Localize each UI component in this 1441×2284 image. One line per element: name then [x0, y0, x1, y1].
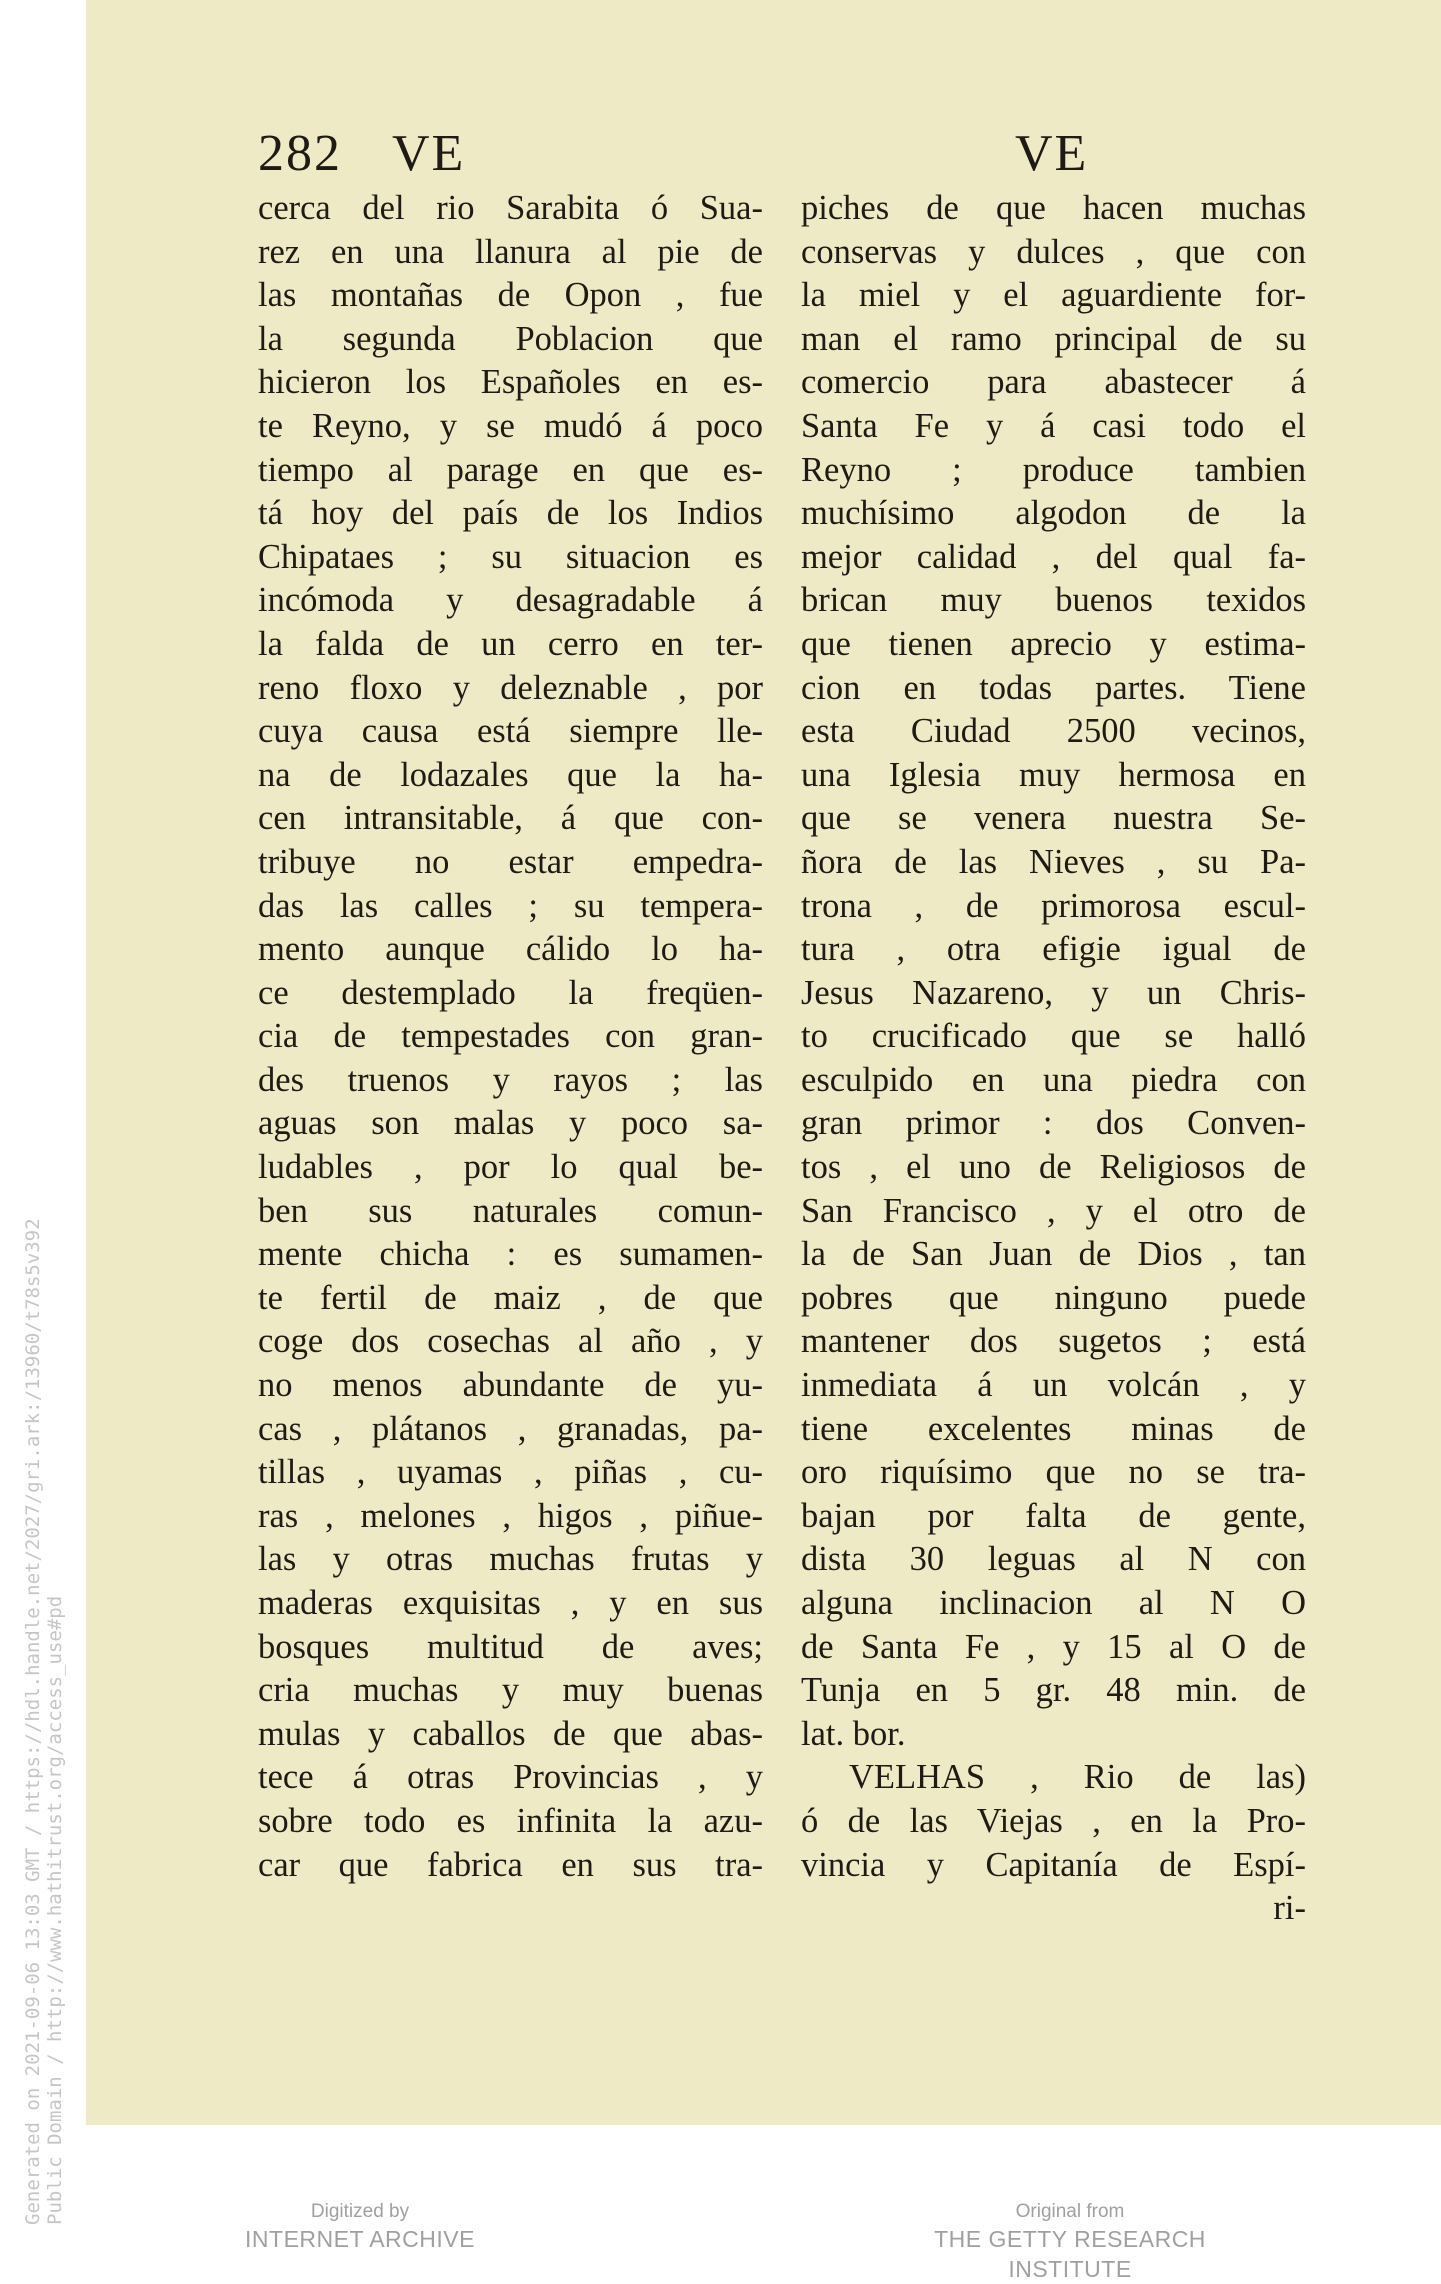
text-line: cuya causa está siempre lle-	[258, 712, 763, 751]
text-line: das las calles ; su tempera-	[258, 886, 763, 925]
text-line: VELHAS , Rio de las)	[849, 1758, 1306, 1797]
footer-original-from	[870, 2200, 1270, 2284]
text-line: alguna inclinacion al N O	[801, 1584, 1306, 1622]
watermark-line-2: Public Domain / http://www.hathitrust.org/access_use#pd	[44, 1595, 66, 2225]
text-column-right	[801, 187, 1306, 1931]
text-line: trona , de primorosa escul-	[801, 886, 1306, 925]
text-line: cion en todas partes. Tiene	[801, 668, 1306, 707]
text-line: cen intransitable, á que con-	[258, 799, 763, 838]
text-line: dista 30 leguas al N con	[801, 1540, 1306, 1579]
text-line: la de San Juan de Dios , tan	[801, 1235, 1306, 1274]
text-line: man el ramo principal de su	[801, 319, 1306, 358]
text-line: coge dos cosechas al año , y	[258, 1322, 763, 1361]
text-line: mento aunque cálido lo ha-	[258, 930, 763, 969]
footer-getty: THE GETTY RESEARCH INSTITUTE	[934, 2226, 1206, 2282]
text-line: Reyno ; produce tambien	[801, 450, 1306, 489]
text-line: cia de tempestades con gran-	[258, 1017, 763, 1056]
text-line: bajan por falta de gente,	[801, 1496, 1306, 1535]
text-line: ben sus naturales comun-	[258, 1191, 763, 1230]
text-line: cria muchas y muy buenas	[258, 1671, 763, 1710]
text-line: comercio para abastecer á	[801, 363, 1306, 402]
text-line: las y otras muchas frutas y	[258, 1540, 763, 1579]
text-line: las montañas de Opon , fue	[258, 276, 763, 315]
text-line: oro riquísimo que no se tra-	[801, 1453, 1306, 1492]
text-line: de Santa Fe , y 15 al O de	[801, 1627, 1306, 1666]
text-line: tribuye no estar empedra-	[258, 842, 763, 881]
text-line: tos , el uno de Religiosos de	[801, 1148, 1306, 1187]
text-line: lat. bor.	[801, 1714, 906, 1753]
text-line: esta Ciudad 2500 vecinos,	[801, 712, 1306, 751]
text-line: ras , melones , higos , piñue-	[258, 1496, 763, 1535]
text-line: mantener dos sugetos ; está	[801, 1322, 1306, 1361]
text-line: Santa Fe y á casi todo el	[801, 406, 1306, 445]
watermark-line-1: Generated on 2021-09-06 13:03 GMT / https://hdl.handle.net/2027/gri.ark:/13960/t78s5v392	[22, 1218, 44, 2225]
footer-digitized-label: Digitized by	[310, 2201, 410, 2222]
running-header-right	[1015, 124, 1088, 183]
text-column-left	[258, 187, 763, 1887]
text-line: hicieron los Españoles en es-	[258, 363, 763, 402]
text-line: la segunda Poblacion que	[258, 319, 763, 358]
text-line: tura , otra efigie igual de	[801, 930, 1306, 969]
footer-original-label: Original from	[1015, 2201, 1125, 2222]
text-line: sobre todo es infinita la azu-	[258, 1801, 763, 1840]
text-line: la miel y el aguardiente for-	[801, 276, 1306, 315]
text-line: ludables , por lo qual be-	[258, 1148, 763, 1187]
text-line: gran primor : dos Conven-	[801, 1104, 1306, 1143]
text-line: mejor calidad , del qual fa-	[801, 537, 1306, 576]
text-line: te Reyno, y se mudó á poco	[258, 406, 763, 445]
text-line: pobres que ninguno puede	[801, 1278, 1306, 1317]
text-line: te fertil de maiz , de que	[258, 1278, 763, 1317]
text-line: cerca del rio Sarabita ó Sua-	[258, 189, 763, 227]
text-line: incómoda y desagradable á	[258, 581, 763, 620]
text-line: conservas y dulces , que con	[801, 232, 1306, 271]
text-line: muchísimo algodon de la	[801, 494, 1306, 533]
text-line: cas , plátanos , granadas, pa-	[258, 1409, 763, 1448]
text-line: rez en una llanura al pie de	[258, 232, 763, 271]
text-line: una Iglesia muy hermosa en	[801, 755, 1306, 794]
text-line: to crucificado que se halló	[801, 1017, 1306, 1056]
running-head-left: VE	[392, 125, 466, 182]
footer-digitized-by	[230, 2200, 490, 2254]
text-line: tillas , uyamas , piñas , cu-	[258, 1453, 763, 1492]
running-header-left	[258, 124, 465, 183]
footer-internet-archive: INTERNET ARCHIVE	[245, 2226, 475, 2252]
text-line: que tienen aprecio y estima-	[801, 624, 1306, 663]
text-line: ri-	[1273, 1889, 1306, 1928]
page-number: 282	[258, 125, 342, 182]
text-line: inmediata á un volcán , y	[801, 1366, 1306, 1405]
running-head-right: VE	[1015, 125, 1089, 182]
text-line: aguas son malas y poco sa-	[258, 1104, 763, 1143]
text-line: tece á otras Provincias , y	[258, 1758, 763, 1797]
text-line: San Francisco , y el otro de	[801, 1191, 1306, 1230]
text-line: ó de las Viejas , en la Pro-	[801, 1801, 1306, 1840]
text-line: mulas y caballos de que abas-	[258, 1714, 763, 1753]
hathitrust-watermark	[22, 1218, 66, 2225]
text-line: vincia y Capitanía de Espí-	[801, 1845, 1306, 1884]
text-line: la falda de un cerro en ter-	[258, 624, 763, 663]
text-line: brican muy buenos texidos	[801, 581, 1306, 620]
text-line: esculpido en una piedra con	[801, 1060, 1306, 1099]
text-line: Chipataes ; su situacion es	[258, 537, 763, 576]
text-line: ñora de las Nieves , su Pa-	[801, 842, 1306, 881]
text-line: Tunja en 5 gr. 48 min. de	[801, 1671, 1306, 1710]
text-line: car que fabrica en sus tra-	[258, 1845, 763, 1884]
text-line: Jesus Nazareno, y un Chris-	[801, 973, 1306, 1012]
text-line: tiene excelentes minas de	[801, 1409, 1306, 1448]
text-line: tá hoy del país de los Indios	[258, 494, 763, 533]
text-line: na de lodazales que la ha-	[258, 755, 763, 794]
text-line: que se venera nuestra Se-	[801, 799, 1306, 838]
text-line: mente chicha : es sumamen-	[258, 1235, 763, 1274]
text-line: piches de que hacen muchas	[801, 189, 1306, 227]
text-line: ce destemplado la freqüen-	[258, 973, 763, 1012]
text-line: bosques multitud de aves;	[258, 1627, 763, 1666]
text-line: reno floxo y deleznable , por	[258, 668, 763, 707]
text-line: tiempo al parage en que es-	[258, 450, 763, 489]
text-line: des truenos y rayos ; las	[258, 1060, 763, 1099]
text-line: maderas exquisitas , y en sus	[258, 1584, 763, 1622]
text-line: no menos abundante de yu-	[258, 1366, 763, 1405]
